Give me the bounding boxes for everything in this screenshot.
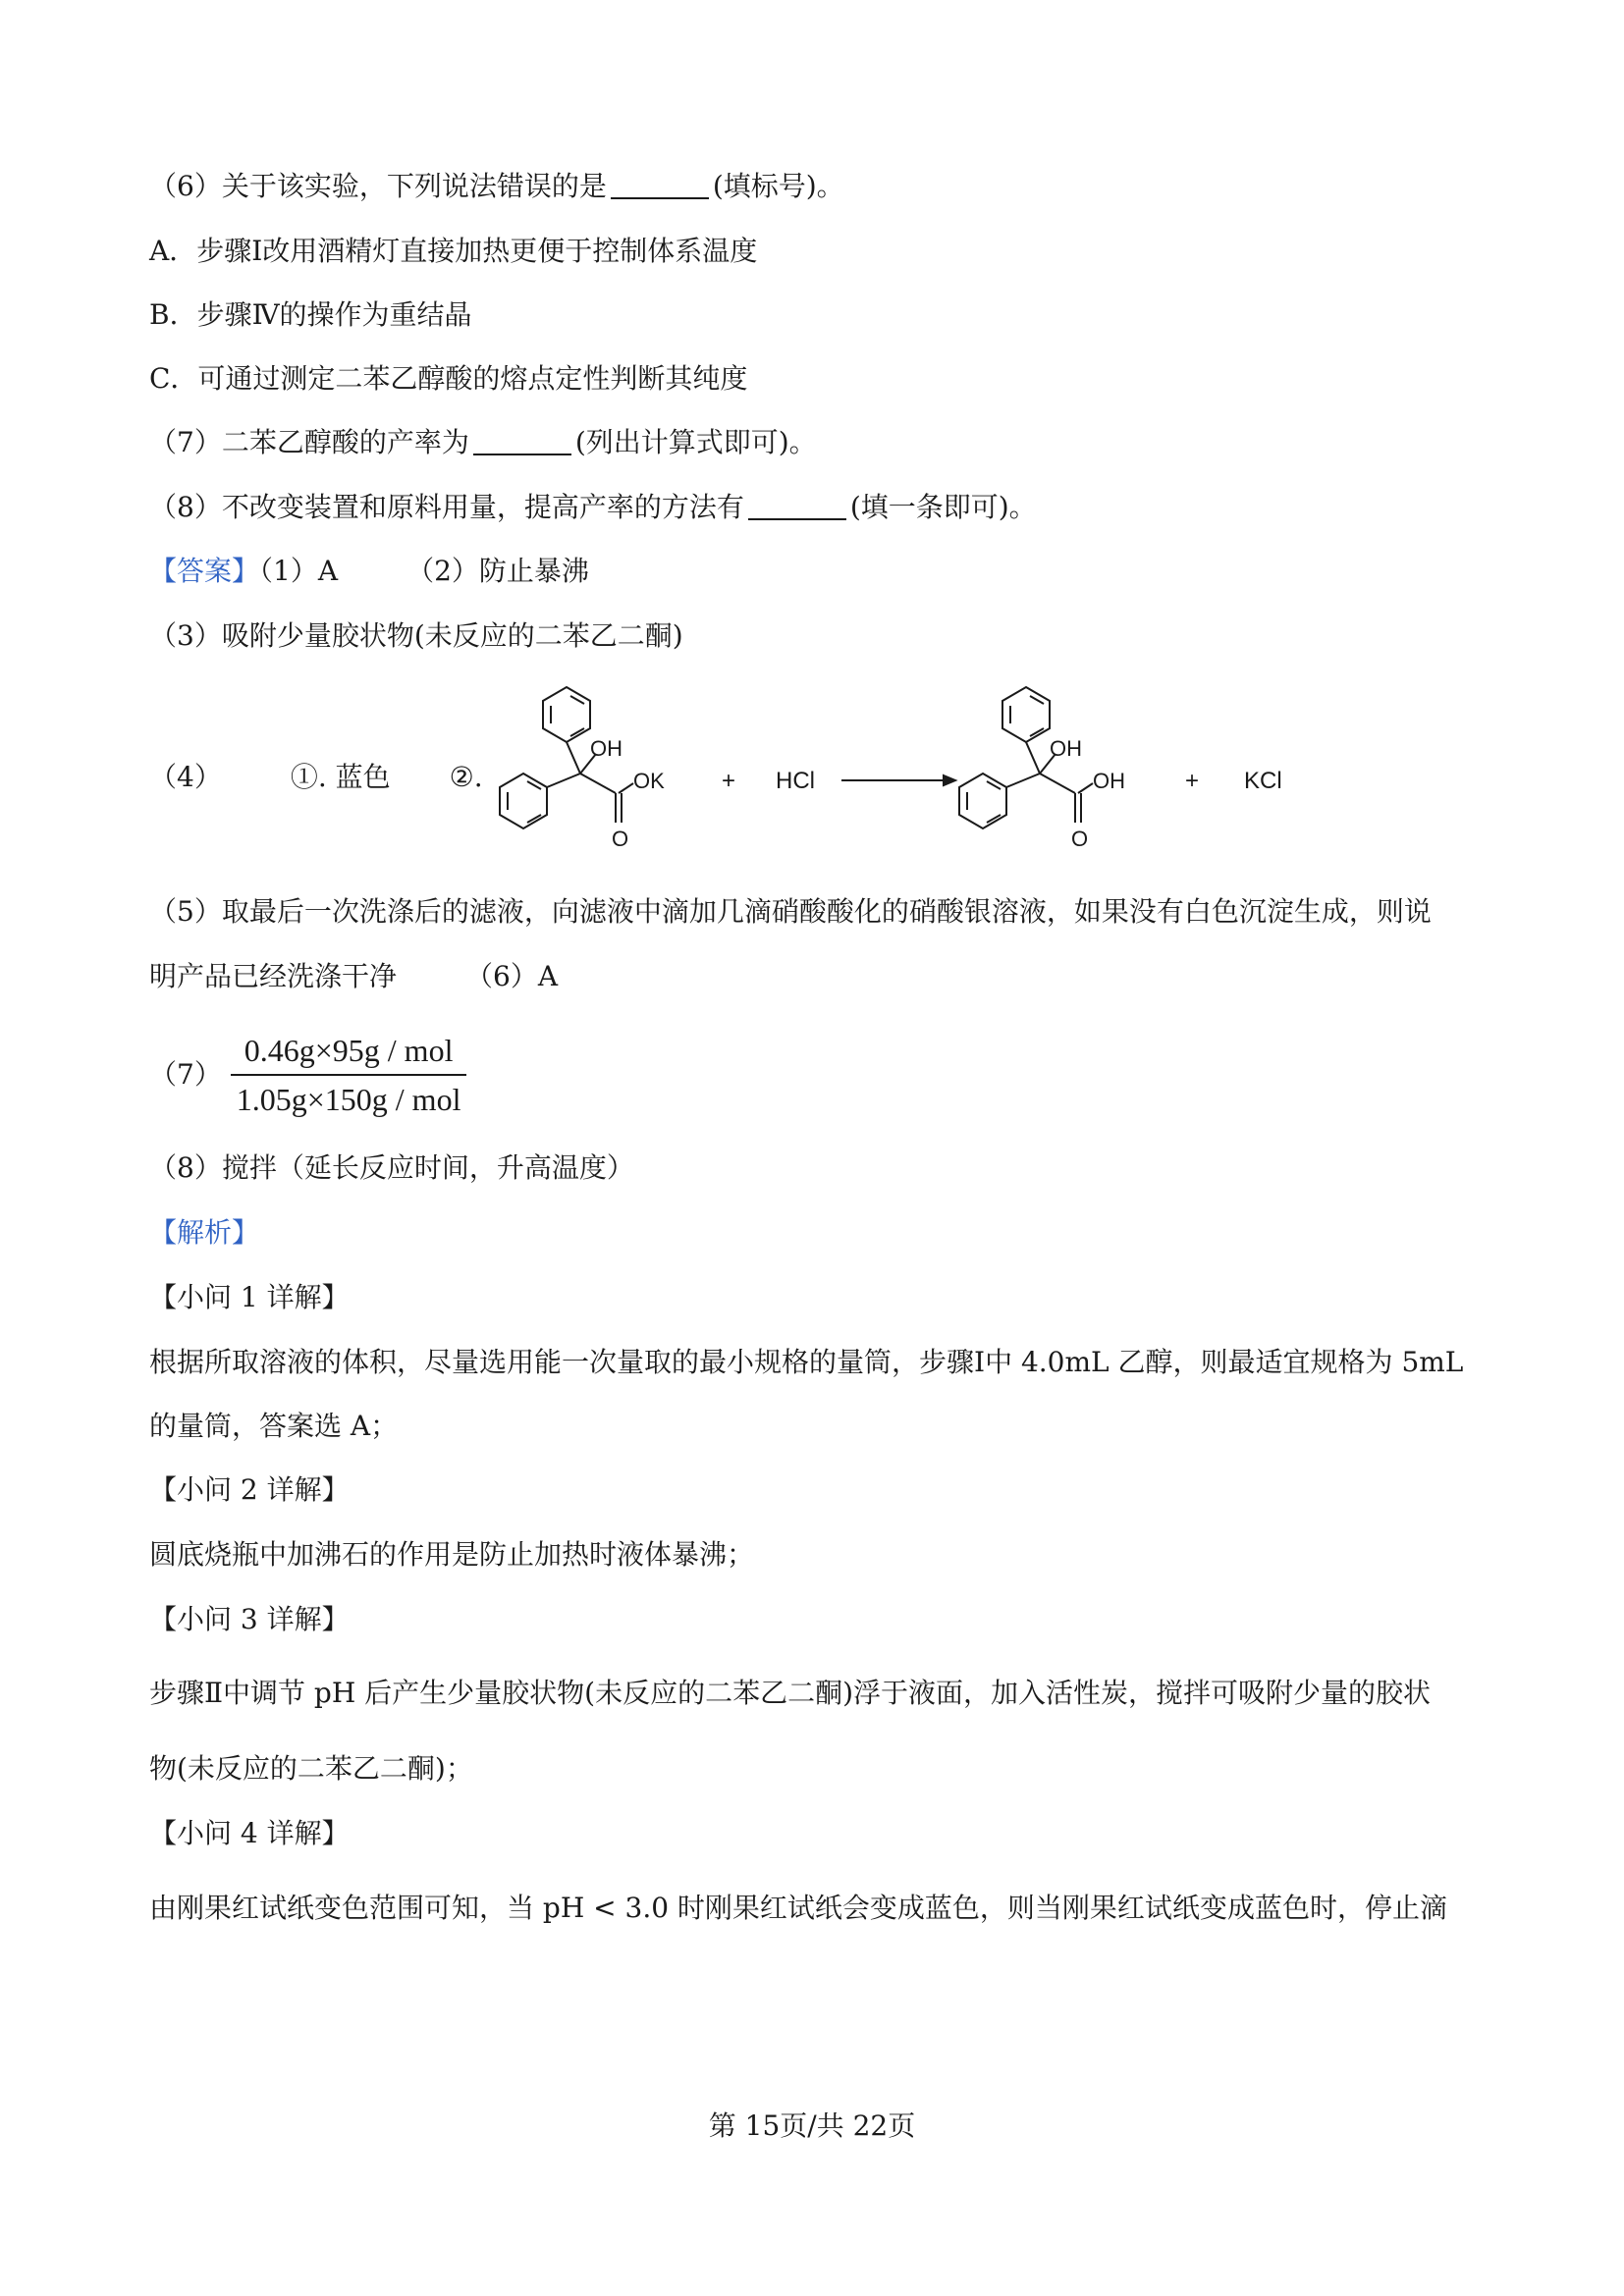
hcl-label: HCl — [776, 768, 815, 794]
answer-4 — [149, 758, 483, 797]
answer-4-part-1: ①. 蓝色 — [290, 761, 391, 793]
answer-label: 【答案】 — [149, 555, 260, 587]
answer-row-1 — [149, 552, 589, 591]
kcl-label: KCl — [1244, 768, 1282, 794]
question-8-suffix: (填一条即可)。 — [849, 491, 1037, 523]
potassium-carboxylate-label: OK — [633, 769, 665, 793]
fraction-numerator: 0.46g×95g / mol — [231, 1031, 467, 1076]
analysis-label: 【解析】 — [149, 1216, 260, 1249]
option-b: B．步骤Ⅳ的操作为重结晶 — [149, 298, 472, 331]
answer-blank — [473, 426, 571, 455]
carbonyl-oxygen-label: O — [1071, 827, 1089, 851]
answer-2: （2）防止暴沸 — [406, 555, 589, 587]
answer-7 — [149, 1031, 466, 1119]
answer-5-line-1: （5）取最后一次洗涤后的滤液，向滤液中滴加几滴硝酸酸化的硝酸银溶液，如果没有白色沉淀生成，则说 — [149, 895, 1432, 928]
question-6-prefix: （6）关于该实验，下列说法错误的是 — [149, 170, 607, 202]
option-a: A．步骤Ⅰ改用酒精灯直接加热更便于控制体系温度 — [149, 235, 758, 267]
question-8-prefix: （8）不改变装置和原料用量，提高产率的方法有 — [149, 491, 744, 523]
option-c: C．可通过测定二苯乙醇酸的熔点定性判断其纯度 — [149, 362, 748, 395]
plus-sign: + — [722, 768, 736, 794]
answer-6: （6）A — [465, 960, 559, 992]
question-8 — [149, 488, 1037, 527]
page-number-footer: 第 15页/共 22页 — [708, 2109, 916, 2142]
subquestion-3-line-1: 步骤Ⅱ中调节 pH 后产生少量胶状物(未反应的二苯乙二酮)浮于液面，加入活性炭，搅拌可吸附少量的胶状 — [149, 1677, 1432, 1709]
fraction-denominator: 1.05g×150g / mol — [236, 1082, 461, 1117]
reaction-equation-diagram — [486, 677, 1301, 874]
subquestion-3-line-2: 物(未反应的二苯乙二酮)； — [149, 1752, 473, 1785]
answer-4-label: （4） — [149, 761, 222, 793]
answer-3: （3）吸附少量胶状物(未反应的二苯乙二酮) — [149, 619, 683, 652]
subquestion-2-line-1: 圆底烧瓶中加沸石的作用是防止加热时液体暴沸； — [149, 1538, 755, 1571]
answer-4-part-2: ②. — [449, 761, 483, 793]
answer-8: （8）搅拌（延长反应时间，升高温度） — [149, 1151, 634, 1184]
carboxyl-hydroxyl-label: OH — [1093, 769, 1125, 793]
subquestion-4-line-1: 由刚果红试纸变色范围可知，当 pH < 3.0 时刚果红试纸会变成蓝色，则当刚果红试纸变成蓝色时，停止滴 — [149, 1892, 1447, 1924]
plus-sign: + — [1185, 768, 1200, 794]
answer-1: （1）A — [259, 555, 339, 587]
carbonyl-oxygen-label: O — [612, 827, 629, 851]
subquestion-1-line-1: 根据所取溶液的体积，尽量选用能一次量取的最小规格的量筒，步骤Ⅰ中 4.0mL 乙醇，则最适宜规格为 5mL — [149, 1346, 1464, 1378]
question-7 — [149, 423, 817, 462]
answer-5-line-2 — [149, 957, 558, 996]
yield-fraction — [231, 1031, 467, 1119]
subquestion-1-line-2: 的量筒，答案选 A； — [149, 1410, 399, 1442]
subquestion-2-title: 【小问 2 详解】 — [149, 1473, 350, 1506]
answer-blank — [611, 170, 709, 199]
hydroxyl-label: OH — [1050, 736, 1082, 761]
question-6-suffix: (填标号)。 — [712, 170, 844, 202]
answer-blank — [748, 491, 846, 520]
hydroxyl-label: OH — [590, 736, 623, 761]
subquestion-3-title: 【小问 3 详解】 — [149, 1603, 350, 1635]
answer-5-line-2-text: 明产品已经洗涤干净 — [149, 960, 398, 992]
question-7-prefix: （7）二苯乙醇酸的产率为 — [149, 426, 469, 458]
question-6 — [149, 167, 844, 206]
subquestion-1-title: 【小问 1 详解】 — [149, 1281, 350, 1313]
answer-7-label: （7） — [149, 1058, 222, 1091]
question-7-suffix: (列出计算式即可)。 — [574, 426, 817, 458]
subquestion-4-title: 【小问 4 详解】 — [149, 1817, 350, 1849]
